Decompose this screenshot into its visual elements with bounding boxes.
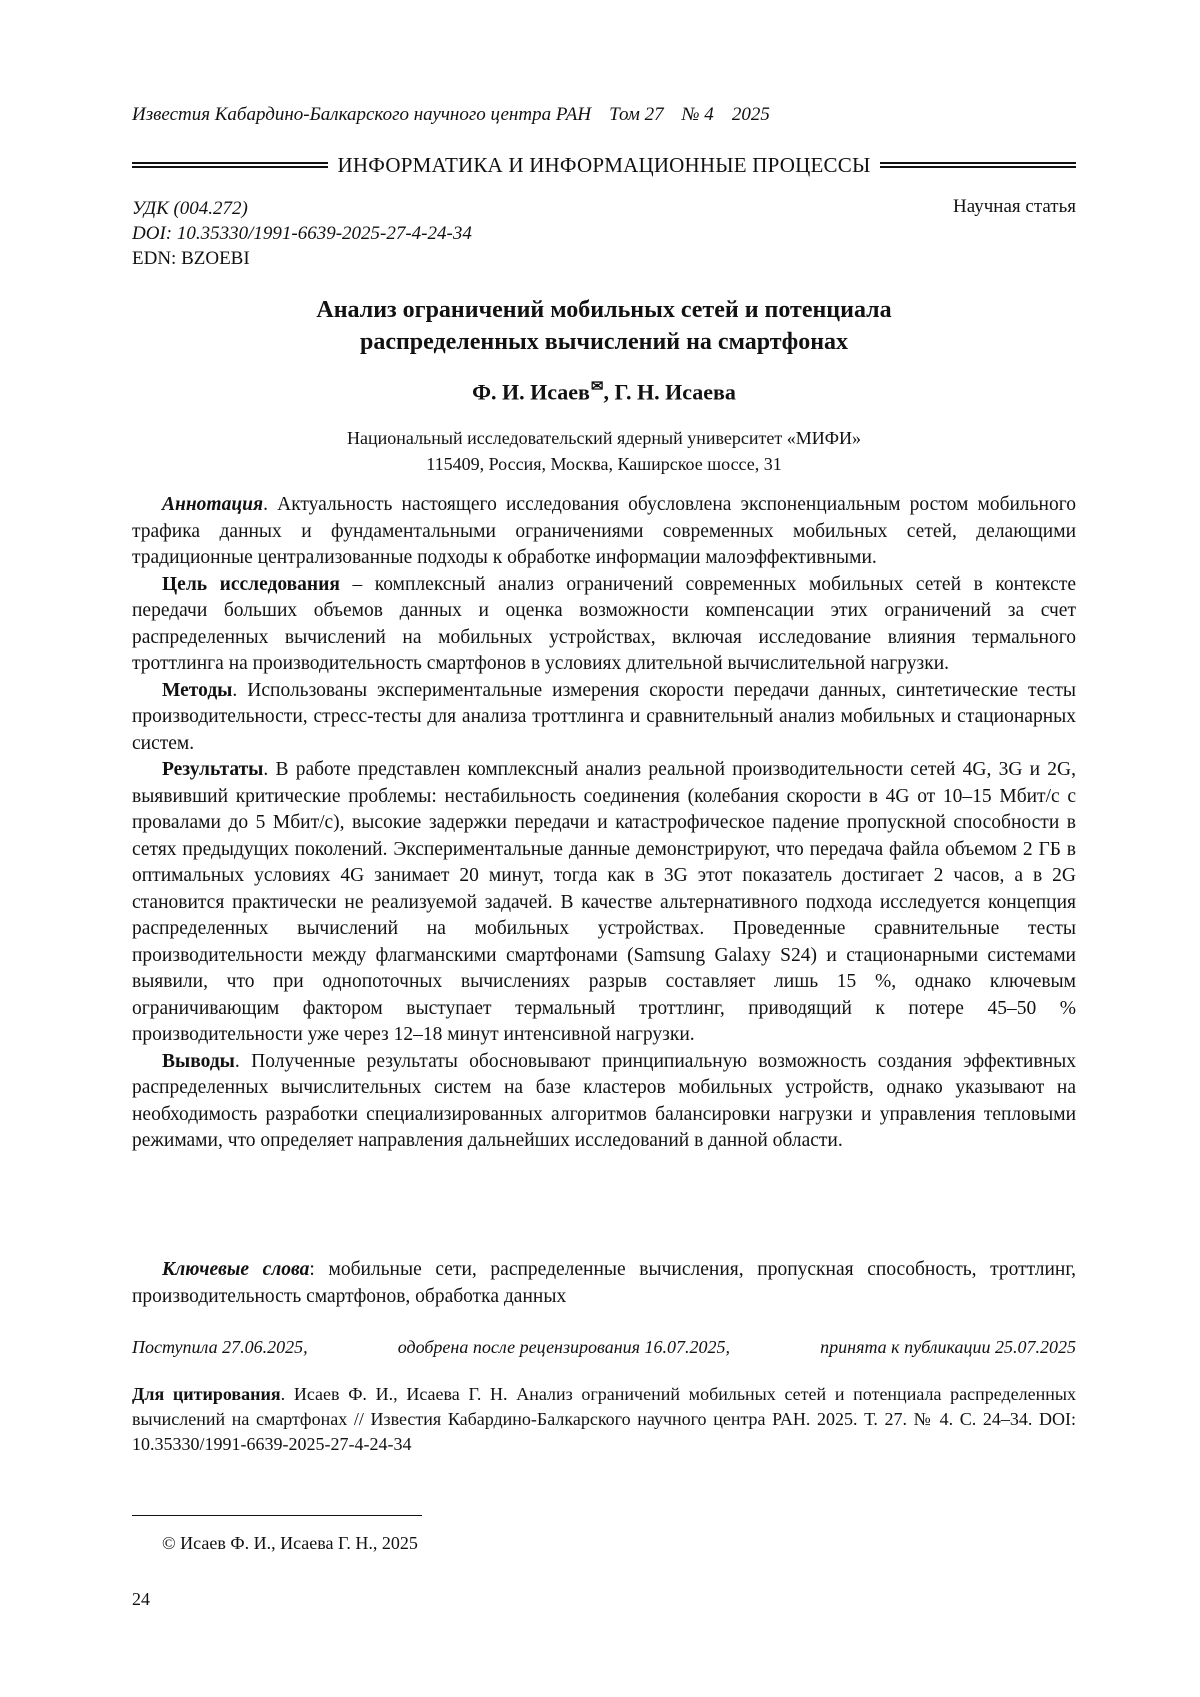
author-2: Г. Н. Исаева (614, 379, 735, 404)
goal-text: – комплексный анализ ограничений современных мобильных сетей в контексте передачи больших объемов данных и оценка возможности компенсации этих ограничений за счет распределенных вычислений на мобильных устройствах, включая исследование влияния термального троттлинга на производительность смартфонов в условиях длительной вычислительной нагрузки. (132, 574, 1076, 675)
abstract-conclusions (132, 1049, 1076, 1155)
abstract (132, 492, 1076, 1155)
abstract-results (132, 757, 1076, 1049)
conclusions-text: . Полученные результаты обосновывают принципиальную возможность создания эффективных распределенных вычислительных систем на базе кластеров мобильных устройств, однако указывают на необходимость разработки специализированных алгоритмов балансировки нагрузки и управления тепловыми режимами, что определяет направления дальнейших исследований в данной области. (132, 1051, 1076, 1152)
affiliation-address: 115409, Россия, Москва, Каширское шоссе, 31 (132, 451, 1076, 477)
edn: EDN: BZOEBI (132, 246, 472, 271)
title-line-1: Анализ ограничений мобильных сетей и потенциала (132, 294, 1076, 326)
annotation-label: Аннотация (162, 494, 263, 515)
article-title (132, 294, 1076, 358)
abstract-annotation (132, 492, 1076, 572)
citation (132, 1382, 1076, 1457)
doi: DOI: 10.35330/1991-6639-2025-27-4-24-34 (132, 221, 472, 246)
keywords-paragraph (132, 1257, 1076, 1310)
results-label: Результаты (162, 759, 263, 780)
article-type: Научная статья (953, 196, 1076, 218)
methods-label: Методы (162, 680, 232, 701)
abstract-goal (132, 572, 1076, 678)
envelope-icon: ✉ (591, 379, 604, 395)
keywords-text: : мобильные сети, распределенные вычисления, пропускная способность, троттлинг, производительность смартфонов, обработка данных (132, 1259, 1076, 1307)
copyright: © Исаев Ф. И., Исаева Г. Н., 2025 (162, 1533, 418, 1554)
section-rubric (132, 150, 1076, 180)
journal-issue: № 4 (682, 104, 714, 125)
date-approved: одобрена после рецензирования 16.07.2025, (398, 1337, 730, 1358)
rubric-rule-right (880, 162, 1076, 168)
authors (132, 377, 1076, 405)
citation-label: Для цитирования (132, 1384, 281, 1404)
affiliation (132, 425, 1076, 477)
udk: УДК (004.272) (132, 196, 472, 221)
journal-volume: Том 27 (609, 104, 664, 125)
author-separator: , (603, 379, 614, 404)
footnote-rule (132, 1515, 422, 1516)
date-accepted: принята к публикации 25.07.2025 (820, 1337, 1076, 1358)
annotation-text: . Актуальность настоящего исследования обусловлена экспоненциальным ростом мобильного трафика данных и фундаментальными ограничениями современных мобильных сетей, делающими традиционные централизованные подходы к обработке информации малоэффективными. (132, 494, 1076, 568)
results-text: . В работе представлен комплексный анализ реальной производительности сетей 4G, 3G и 2G, выявивший критические проблемы: нестабильность соединения (колебания скорости в 4G от 10–15 Мбит/с с провалами до 5 Мбит/с), высокие задержки передачи и катастрофическое падение пропускной способности в сетях предыдущих поколений. Экспериментальные данные демонстрируют, что передача файла объемом 2 ГБ в оптимальных условиях 4G занимает 20 минут, тогда как в 3G этот показатель достигает 2 часов, а в 2G становится практически не реализуемой задачей. В качестве альтернативного подхода исследуется концепция распределенных вычислений на мобильных устройствах. Проведенные сравнительные тесты производительности между флагманскими смартфонами (Samsung Galaxy S24) и стационарными системами выявили, что при однопоточных вычислениях разрыв составляет лишь 15 %, однако ключевым ограничивающим фактором выступает термальный троттлинг, приводящий к потере 45–50 % производительности уже через 12–18 минут интенсивной нагрузки. (132, 759, 1076, 1045)
methods-text: . Использованы экспериментальные измерения скорости передачи данных, синтетические тесты производительности, стресс-тесты для анализа троттлинга и сравнительный анализ мобильных и стационарных систем. (132, 680, 1076, 754)
goal-label: Цель исследования (162, 574, 340, 595)
article-dates (132, 1337, 1076, 1358)
abstract-methods (132, 678, 1076, 758)
journal-header (132, 104, 788, 126)
journal-name: Известия Кабардино-Балкарского научного центра РАН (132, 104, 591, 125)
citation-text: . Исаев Ф. И., Исаева Г. Н. Анализ ограничений мобильных сетей и потенциала распределенных вычислений на смартфонах // Известия Кабардино-Балкарского научного центра РАН. 2025. Т. 27. № 4. С. 24–34. DOI: 10.35330/1991-6639-2025-27-4-24-34 (132, 1384, 1076, 1454)
article-identifiers (132, 196, 472, 271)
conclusions-label: Выводы (162, 1051, 235, 1072)
title-line-2: распределенных вычислений на смартфонах (132, 326, 1076, 358)
rubric-title: ИНФОРМАТИКА И ИНФОРМАЦИОННЫЕ ПРОЦЕССЫ (328, 153, 881, 178)
date-received: Поступила 27.06.2025, (132, 1337, 308, 1358)
rubric-rule-left (132, 162, 328, 168)
keywords-label: Ключевые слова (162, 1259, 309, 1280)
journal-year: 2025 (732, 104, 770, 125)
page-number: 24 (132, 1589, 150, 1610)
affiliation-name: Национальный исследовательский ядерный университет «МИФИ» (132, 425, 1076, 451)
author-1: Ф. И. Исаев (472, 379, 590, 404)
keywords (132, 1257, 1076, 1310)
